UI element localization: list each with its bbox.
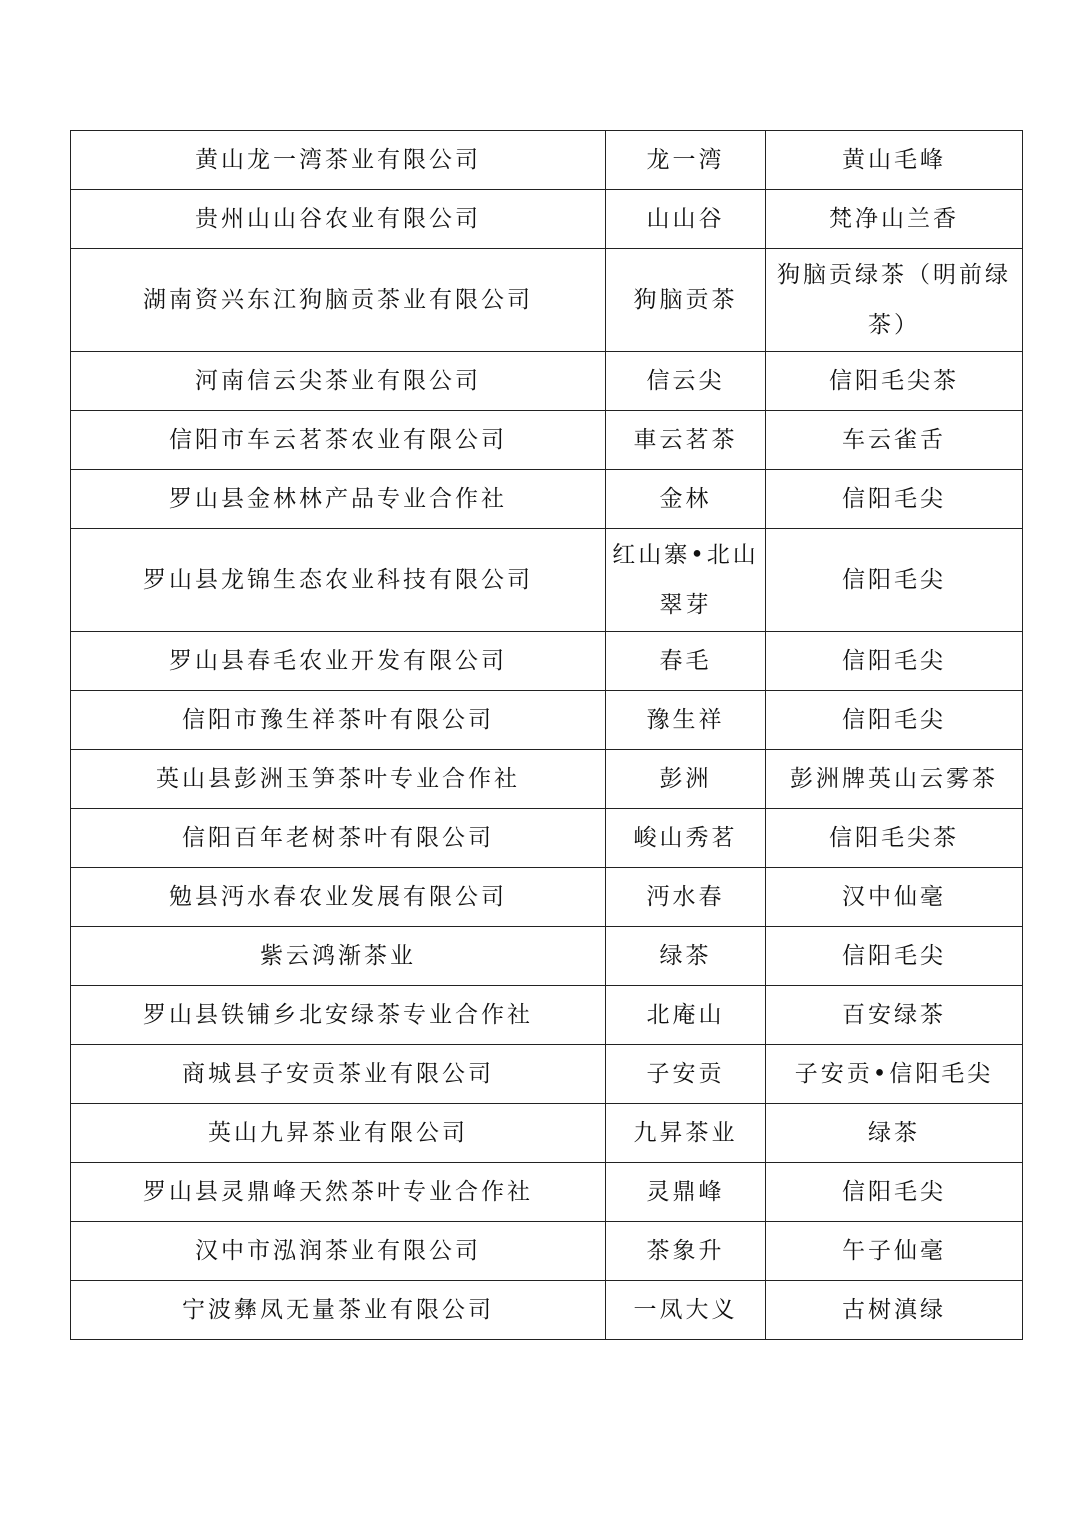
brand-cell: 峻山秀茗 bbox=[606, 809, 766, 868]
brand-cell: 春毛 bbox=[606, 632, 766, 691]
brand-cell: 彭洲 bbox=[606, 750, 766, 809]
brand-cell: 绿茶 bbox=[606, 927, 766, 986]
company-cell: 信阳百年老树茶叶有限公司 bbox=[71, 809, 606, 868]
company-cell: 罗山县灵鼎峰天然茶叶专业合作社 bbox=[71, 1163, 606, 1222]
company-cell: 商城县子安贡茶业有限公司 bbox=[71, 1045, 606, 1104]
product-cell: 信阳毛尖 bbox=[766, 927, 1023, 986]
brand-cell: 一凤大义 bbox=[606, 1281, 766, 1340]
brand-cell: 豫生祥 bbox=[606, 691, 766, 750]
product-cell: 信阳毛尖茶 bbox=[766, 809, 1023, 868]
product-cell: 信阳毛尖 bbox=[766, 1163, 1023, 1222]
company-cell: 罗山县春毛农业开发有限公司 bbox=[71, 632, 606, 691]
table-row bbox=[71, 1163, 1023, 1222]
brand-cell: 山山谷 bbox=[606, 190, 766, 249]
company-cell: 信阳市豫生祥茶叶有限公司 bbox=[71, 691, 606, 750]
brand-cell: 灵鼎峰 bbox=[606, 1163, 766, 1222]
company-cell: 罗山县铁铺乡北安绿茶专业合作社 bbox=[71, 986, 606, 1045]
table-row bbox=[71, 1281, 1023, 1340]
brand-cell: 信云尖 bbox=[606, 352, 766, 411]
table-row bbox=[71, 1222, 1023, 1281]
product-cell: 信阳毛尖 bbox=[766, 632, 1023, 691]
brand-cell: 北庵山 bbox=[606, 986, 766, 1045]
product-cell: 梵净山兰香 bbox=[766, 190, 1023, 249]
product-cell: 古树滇绿 bbox=[766, 1281, 1023, 1340]
product-cell: 信阳毛尖 bbox=[766, 529, 1023, 632]
company-cell: 信阳市车云茗茶农业有限公司 bbox=[71, 411, 606, 470]
table-row bbox=[71, 470, 1023, 529]
product-cell: 信阳毛尖茶 bbox=[766, 352, 1023, 411]
table-row bbox=[71, 986, 1023, 1045]
company-cell: 英山九昇茶业有限公司 bbox=[71, 1104, 606, 1163]
company-cell: 湖南资兴东江狗脑贡茶业有限公司 bbox=[71, 249, 606, 352]
company-cell: 汉中市泓润茶业有限公司 bbox=[71, 1222, 606, 1281]
table-row bbox=[71, 632, 1023, 691]
company-cell: 紫云鸿渐茶业 bbox=[71, 927, 606, 986]
table-row bbox=[71, 809, 1023, 868]
table-row bbox=[71, 352, 1023, 411]
table-row bbox=[71, 411, 1023, 470]
company-cell: 英山县彭洲玉笋茶叶专业合作社 bbox=[71, 750, 606, 809]
brand-cell: 茶象升 bbox=[606, 1222, 766, 1281]
brand-cell: 沔水春 bbox=[606, 868, 766, 927]
brand-cell: 龙一湾 bbox=[606, 131, 766, 190]
brand-cell: 狗脑贡茶 bbox=[606, 249, 766, 352]
product-cell: 黄山毛峰 bbox=[766, 131, 1023, 190]
product-cell: 百安绿茶 bbox=[766, 986, 1023, 1045]
table-row bbox=[71, 691, 1023, 750]
company-cell: 贵州山山谷农业有限公司 bbox=[71, 190, 606, 249]
company-cell: 罗山县龙锦生态农业科技有限公司 bbox=[71, 529, 606, 632]
table-row bbox=[71, 868, 1023, 927]
table-row bbox=[71, 131, 1023, 190]
table-row bbox=[71, 1104, 1023, 1163]
product-cell: 狗脑贡绿茶（明前绿茶） bbox=[766, 249, 1023, 352]
table-row bbox=[71, 927, 1023, 986]
company-cell: 勉县沔水春农业发展有限公司 bbox=[71, 868, 606, 927]
table-row bbox=[71, 1045, 1023, 1104]
brand-cell: 红山寨•北山翠芽 bbox=[606, 529, 766, 632]
product-cell: 彭洲牌英山云雾茶 bbox=[766, 750, 1023, 809]
product-cell: 信阳毛尖 bbox=[766, 470, 1023, 529]
product-cell: 绿茶 bbox=[766, 1104, 1023, 1163]
table-row bbox=[71, 190, 1023, 249]
brand-cell: 金林 bbox=[606, 470, 766, 529]
table-row bbox=[71, 249, 1023, 352]
brand-cell: 子安贡 bbox=[606, 1045, 766, 1104]
company-cell: 黄山龙一湾茶业有限公司 bbox=[71, 131, 606, 190]
table-row bbox=[71, 529, 1023, 632]
brand-cell: 九昇茶业 bbox=[606, 1104, 766, 1163]
product-cell: 午子仙毫 bbox=[766, 1222, 1023, 1281]
company-cell: 罗山县金林林产品专业合作社 bbox=[71, 470, 606, 529]
product-cell: 汉中仙毫 bbox=[766, 868, 1023, 927]
company-cell: 宁波彝凤无量茶业有限公司 bbox=[71, 1281, 606, 1340]
product-cell: 车云雀舌 bbox=[766, 411, 1023, 470]
brand-cell: 車云茗茶 bbox=[606, 411, 766, 470]
company-cell: 河南信云尖茶业有限公司 bbox=[71, 352, 606, 411]
product-table bbox=[70, 130, 1023, 1340]
table-row bbox=[71, 750, 1023, 809]
product-cell: 信阳毛尖 bbox=[766, 691, 1023, 750]
product-cell: 子安贡•信阳毛尖 bbox=[766, 1045, 1023, 1104]
